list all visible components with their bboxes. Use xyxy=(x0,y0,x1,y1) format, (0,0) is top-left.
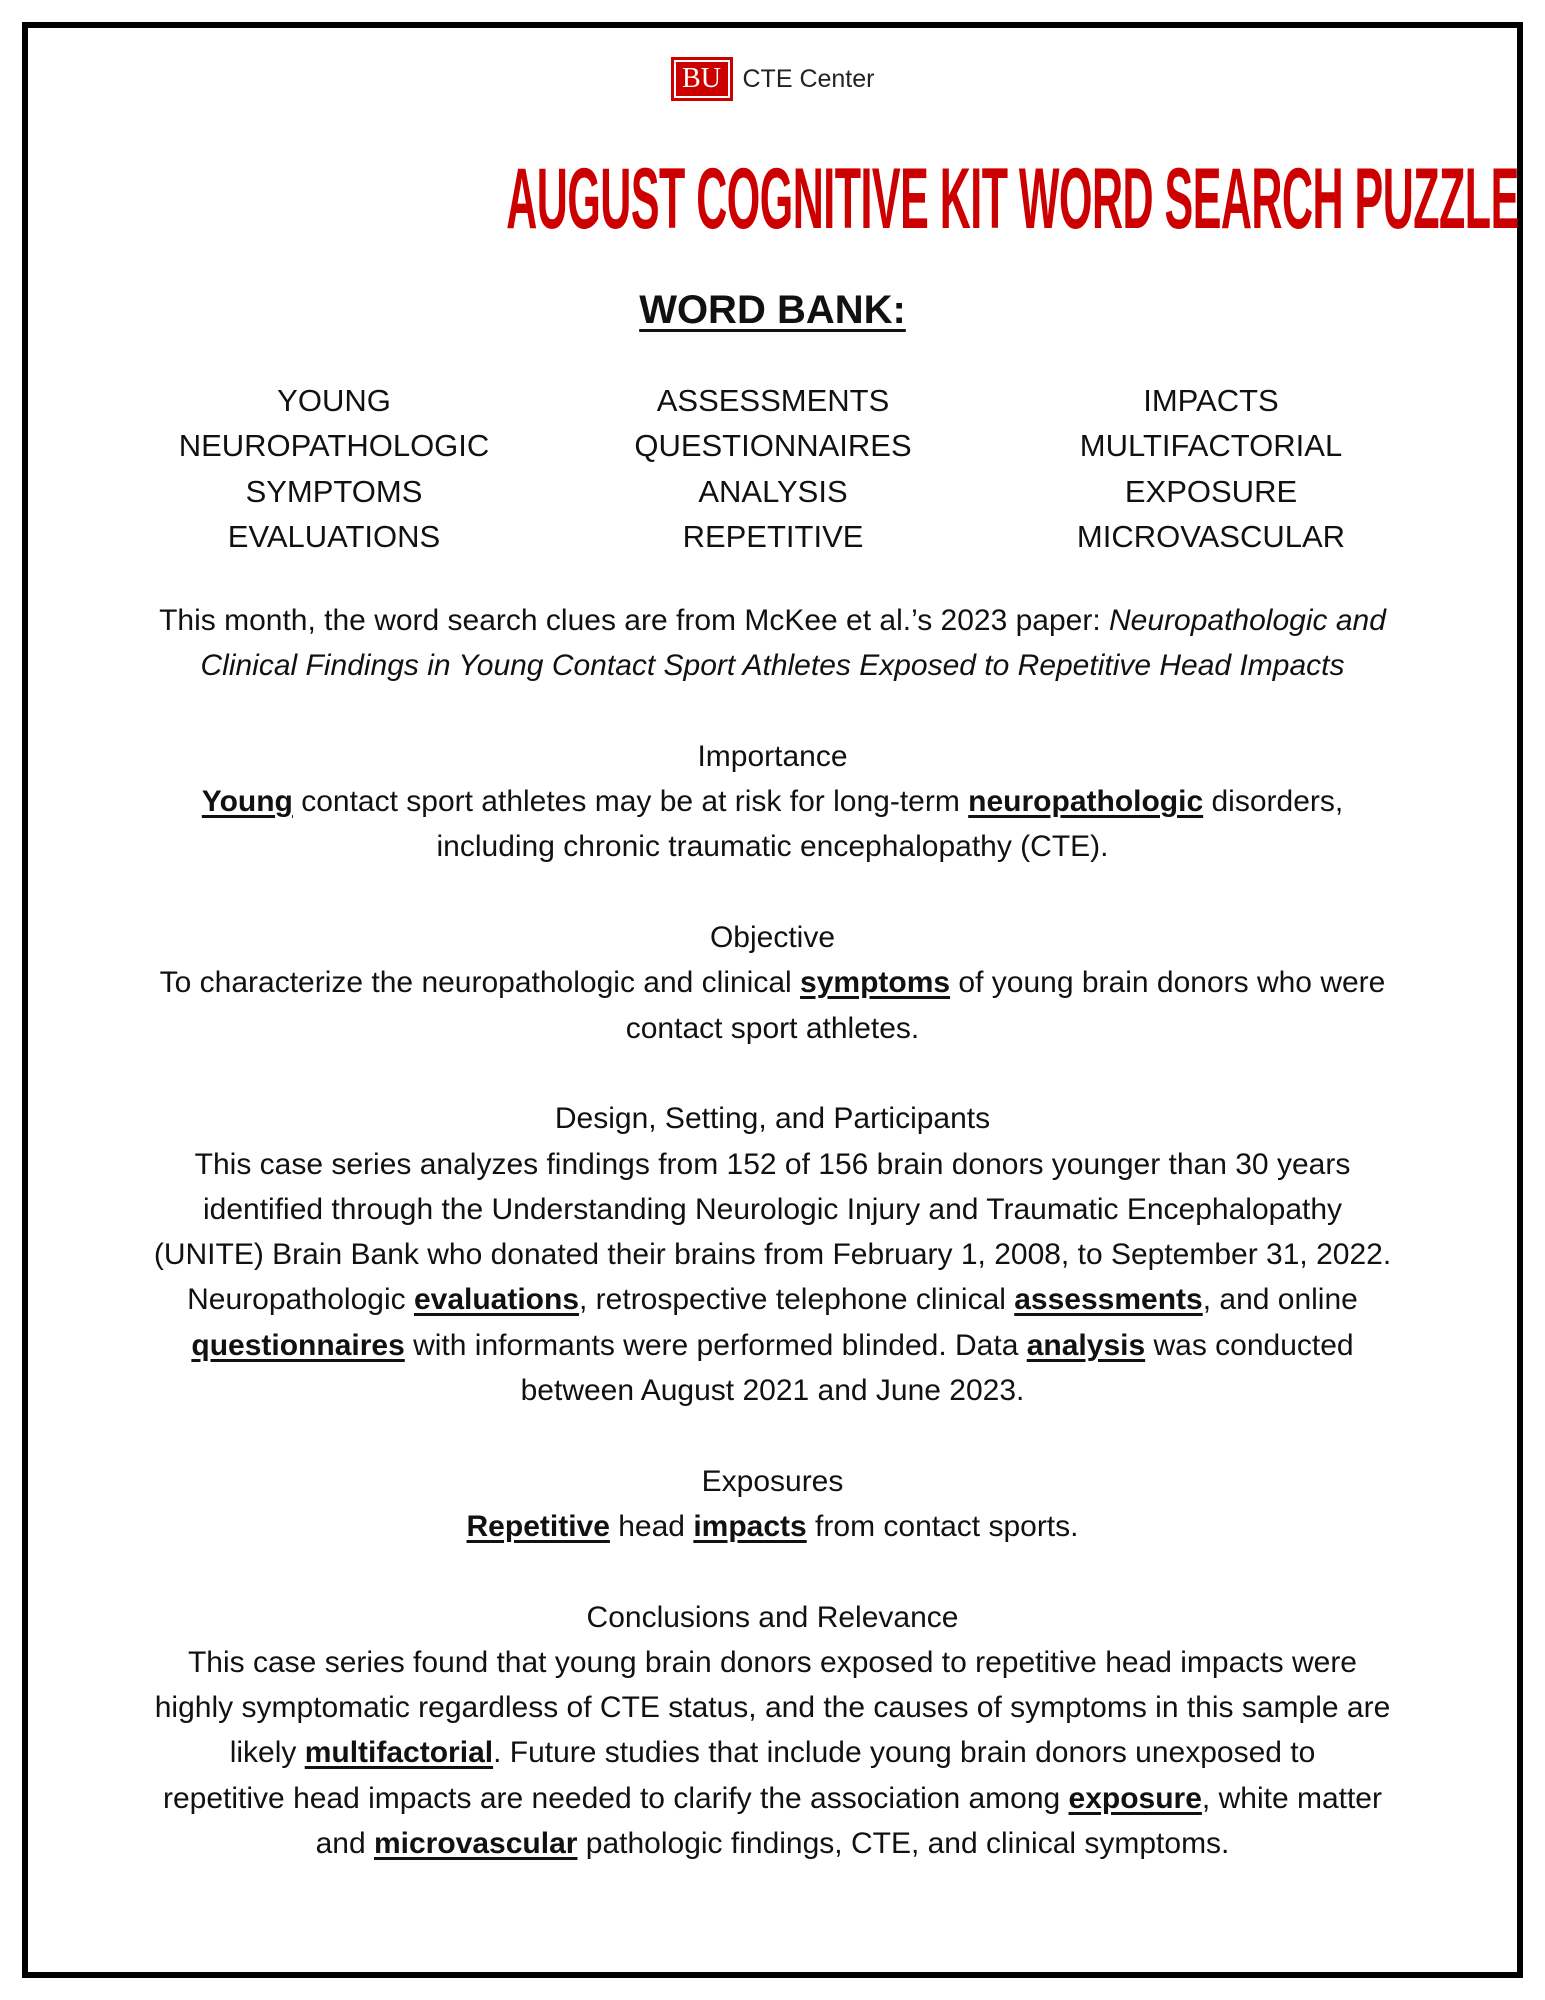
text-segment: , white matter xyxy=(1201,1781,1382,1815)
text-line xyxy=(40,1277,1505,1322)
text-segment: from contact sports. xyxy=(806,1509,1079,1543)
text-segment: with informants were performed blinded. Data xyxy=(404,1328,1027,1362)
text-line xyxy=(40,1730,1505,1775)
keyword: multifactorial xyxy=(304,1736,494,1770)
text-line xyxy=(40,1776,1505,1821)
text-segment: including chronic traumatic encephalopathy (CTE). xyxy=(436,830,1109,864)
abstract-section xyxy=(40,734,1505,870)
text-segment: disorders, xyxy=(1203,785,1344,819)
text-line xyxy=(40,598,1505,643)
text-segment: likely xyxy=(229,1736,305,1770)
bu-cte-center-logo xyxy=(0,57,1545,101)
text-segment: , retrospective telephone clinical xyxy=(579,1283,1015,1317)
text-segment: was conducted xyxy=(1145,1328,1354,1362)
abstract-text xyxy=(40,598,1505,1866)
word-bank-column-2 xyxy=(543,378,1003,559)
text-segment: Neuropathologic and xyxy=(1109,604,1386,637)
text-segment: between August 2021 and June 2023. xyxy=(520,1374,1025,1408)
keyword: neuropathologic xyxy=(968,785,1204,819)
text-line xyxy=(40,1006,1505,1051)
keyword: analysis xyxy=(1026,1328,1146,1362)
text-segment: To characterize the neuropathologic and clinical xyxy=(159,966,801,1000)
keyword: microvascular xyxy=(373,1827,578,1861)
text-line xyxy=(40,643,1505,688)
word-bank-heading-text: WORD BANK: xyxy=(639,288,906,332)
word-bank-column-1 xyxy=(104,378,564,559)
text-segment: and xyxy=(315,1827,374,1861)
keyword: exposure xyxy=(1068,1781,1202,1815)
word-bank-heading xyxy=(0,288,1545,333)
logo-name: CTE Center xyxy=(742,64,875,93)
text-segment: pathologic findings, CTE, and clinical symptoms. xyxy=(577,1827,1230,1861)
text-segment: contact sport athletes. xyxy=(625,1011,920,1045)
section-heading: Conclusions and Relevance xyxy=(586,1600,959,1634)
text-segment: repetitive head impacts are needed to clarify the association among xyxy=(163,1781,1069,1815)
word-bank-item: ASSESSMENTS xyxy=(656,383,890,418)
text-line xyxy=(40,960,1505,1005)
text-segment: highly symptomatic regardless of CTE status, and the causes of symptoms in this sample are xyxy=(154,1691,1391,1725)
text-line xyxy=(40,1232,1505,1277)
word-bank-item: YOUNG xyxy=(277,383,391,418)
section-heading: Importance xyxy=(697,739,848,773)
word-bank-item: QUESTIONNAIRES xyxy=(634,428,912,464)
text-line xyxy=(40,1640,1505,1685)
text-segment: of young brain donors who were xyxy=(950,966,1386,1000)
text-segment: , and online xyxy=(1202,1283,1358,1317)
keyword: symptoms xyxy=(800,966,951,1000)
word-bank-item: IMPACTS xyxy=(1143,383,1279,418)
keyword: questionnaires xyxy=(191,1328,405,1362)
text-segment: Neuropathologic xyxy=(187,1283,414,1317)
text-line xyxy=(40,1323,1505,1368)
word-bank-item: MULTIFACTORIAL xyxy=(1079,428,1343,464)
section-spacer xyxy=(40,1549,1505,1594)
text-segment: (UNITE) Brain Bank who donated their brains from February 1, 2008, to September 31, 2022. xyxy=(153,1238,1392,1272)
text-line xyxy=(40,1142,1505,1187)
word-bank-item: NEUROPATHOLOGIC xyxy=(178,428,490,464)
abstract-section xyxy=(40,915,1505,1051)
text-line xyxy=(40,1821,1505,1866)
section-spacer xyxy=(40,870,1505,915)
text-segment: This month, the word search clues are from McKee et al.’s 2023 paper: xyxy=(159,604,1110,637)
text-line xyxy=(40,1368,1505,1413)
word-bank-item: SYMPTOMS xyxy=(245,473,423,509)
section-heading: Objective xyxy=(709,921,836,955)
abstract-section xyxy=(40,1459,1505,1550)
text-segment: identified through the Understanding Neurologic Injury and Traumatic Encephalopathy xyxy=(202,1192,1343,1226)
text-line xyxy=(40,1187,1505,1232)
abstract-section xyxy=(40,1595,1505,1867)
text-segment: This case series analyzes findings from 152 of 156 brain donors younger than 30 years xyxy=(194,1147,1351,1181)
word-bank-column-3 xyxy=(981,378,1441,559)
abstract-section xyxy=(40,1096,1505,1413)
keyword: impacts xyxy=(693,1509,807,1543)
keyword: Repetitive xyxy=(466,1509,610,1543)
word-bank-item: ANALYSIS xyxy=(698,473,848,509)
bu-logo-mark: BU xyxy=(671,57,733,101)
text-line xyxy=(40,824,1505,869)
text-line xyxy=(40,1685,1505,1730)
keyword: assessments xyxy=(1014,1283,1203,1317)
section-spacer xyxy=(40,1051,1505,1096)
page-title xyxy=(0,150,1545,249)
word-bank-item: REPETITIVE xyxy=(682,518,864,554)
text-segment: . Future studies that include young brain donors unexposed to xyxy=(493,1736,1316,1770)
text-line xyxy=(40,1504,1505,1549)
text-segment: Clinical Findings in Young Contact Sport Athletes Exposed to Repetitive Head Impacts xyxy=(200,649,1345,683)
keyword: Young xyxy=(201,785,293,819)
text-segment: head xyxy=(609,1509,694,1543)
section-heading: Design, Setting, and Participants xyxy=(554,1102,991,1136)
word-bank-item: EXPOSURE xyxy=(1124,473,1298,509)
section-heading: Exposures xyxy=(701,1464,844,1498)
text-line xyxy=(40,779,1505,824)
keyword: evaluations xyxy=(413,1283,580,1317)
section-spacer xyxy=(40,689,1505,734)
word-bank-item: MICROVASCULAR xyxy=(1076,518,1346,554)
title-text: AUGUST COGNITIVE KIT WORD SEARCH PUZZLE xyxy=(506,151,1519,247)
word-bank-item: EVALUATIONS xyxy=(227,518,441,554)
text-segment: This case series found that young brain donors exposed to repetitive head impacts were xyxy=(187,1645,1357,1679)
abstract-section xyxy=(40,598,1505,689)
section-spacer xyxy=(40,1413,1505,1458)
text-segment: contact sport athletes may be at risk for long-term xyxy=(292,785,969,819)
